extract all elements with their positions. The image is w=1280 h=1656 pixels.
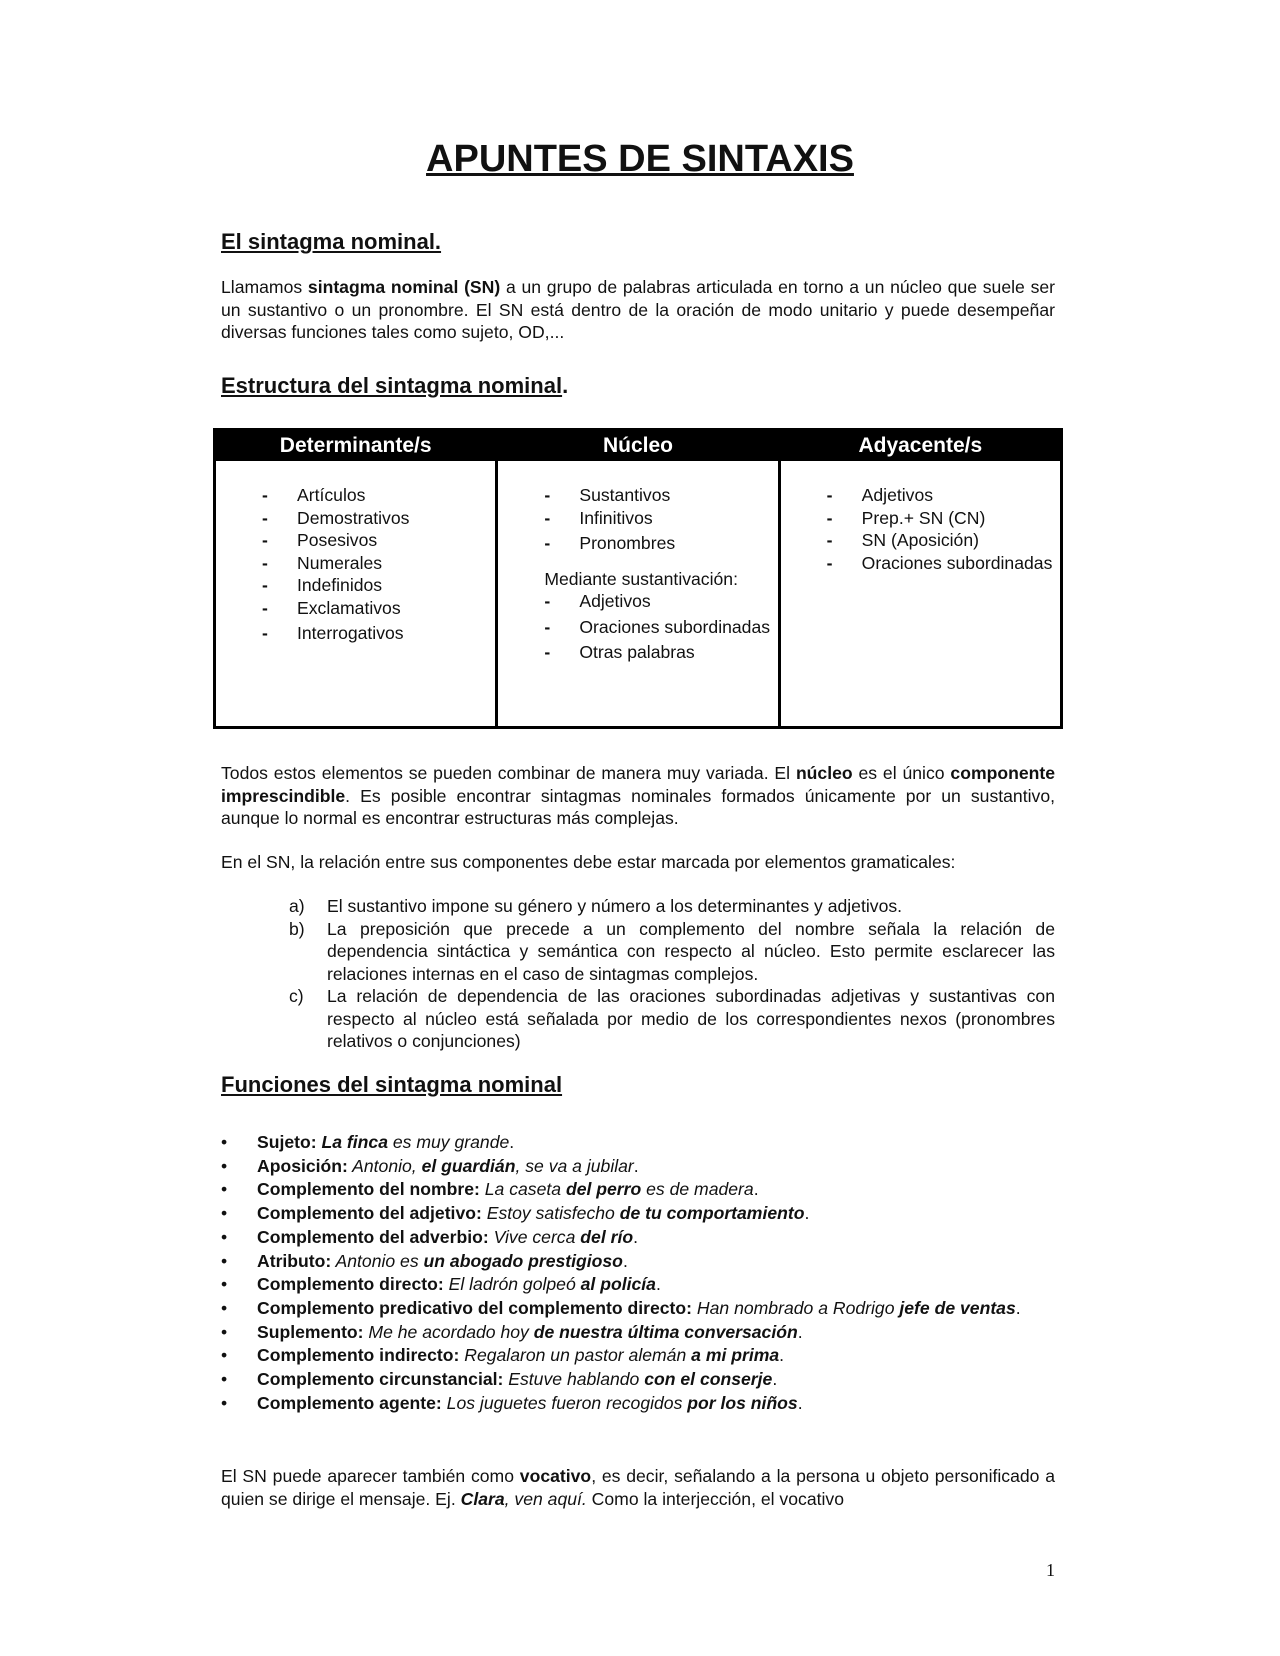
functions-list [221, 1131, 1055, 1415]
adyacentes-list [827, 484, 1060, 574]
list-item: • Complemento directo: El ladrón golpeó al policía. [221, 1274, 661, 1295]
list-item: • Complemento del adverbio: Vive cerca del río. [221, 1226, 638, 1247]
list-item: - Demostrativos [262, 507, 495, 530]
list-item: - Sustantivos [544, 484, 777, 507]
list-item: - Adjetivos [827, 484, 1060, 507]
relation-paragraph: En el SN, la relación entre sus componentes debe estar marcada por elementos gramaticales: [221, 852, 956, 872]
list-item: - Posesivos [262, 529, 495, 552]
list-item: • Complemento del nombre: La caseta del perro es de madera. [221, 1179, 759, 1200]
list-item: - Numerales [262, 552, 495, 575]
list-item: - SN (Aposición) [827, 529, 1060, 552]
list-item: - Exclamativos [262, 597, 495, 620]
list-item: - Prep.+ SN (CN) [827, 507, 1060, 530]
list-item: • Complemento agente: Los juguetes fueron recogidos por los niños. [221, 1392, 803, 1413]
determinantes-list [262, 484, 495, 645]
list-item: c) La relación de dependencia de las oraciones subordinadas adjetivas y sustantivas con respecto al núcleo está señalada por medio de los correspondientes nexos (pronombres relativos o conjunciones) [289, 986, 1055, 1051]
list-item: • Sujeto: La finca es muy grande. [221, 1132, 515, 1152]
sustantivacion-list [544, 590, 777, 664]
column-header: Núcleo [498, 431, 777, 461]
combine-paragraph: Todos estos elementos se pueden combinar de manera muy variada. El núcleo es el único componente imprescindible. Es posible encontrar sintagmas nominales formados únicamente por un sustantivo, aunque lo normal es encontrar estructuras más complejas. [221, 763, 1055, 828]
list-item: - Infinitivos [544, 507, 777, 530]
list-item: • Complemento del adjetivo: Estoy satisfecho de tu comportamiento. [221, 1203, 810, 1224]
list-item: • Complemento indirecto: Regalaron un pastor alemán a mi prima. [221, 1345, 785, 1366]
list-item: - Pronombres [544, 532, 777, 555]
structure-heading: Estructura del sintagma nominal. [221, 373, 569, 398]
list-item: - Artículos [262, 484, 495, 507]
list-item: - Otras palabras [544, 641, 777, 664]
list-item: • Suplemento: Me he acordado hoy de nuestra última conversación. [221, 1321, 803, 1342]
list-item: - Adjetivos [544, 590, 777, 613]
list-item: • Complemento predicativo del complemento directo: Han nombrado a Rodrigo jefe de ventas. [221, 1297, 1021, 1318]
column-determinantes [216, 431, 498, 726]
vocative-paragraph: El SN puede aparecer también como vocativo, es decir, señalando a la persona u objeto personificado a quien se dirige el mensaje. Ej. Clara, ven aquí. Como la interjección, el vocativo [221, 1466, 1055, 1509]
page-number: 1 [1046, 1560, 1055, 1580]
sustantivacion-label: Mediante sustantivación: [544, 568, 738, 589]
column-header: Determinante/s [216, 431, 495, 461]
list-item: - Oraciones subordinadas [544, 616, 777, 639]
list-item: - Oraciones subordinadas [827, 552, 1060, 575]
column-adyacentes [781, 431, 1060, 726]
list-item: - Indefinidos [262, 574, 495, 597]
intro-paragraph: Llamamos sintagma nominal (SN) a un grupo de palabras articulada en torno a un núcleo que suele ser un sustantivo o un pronombre. El SN está dentro de la oración de modo unitario y puede desempeñar diversas funciones tales como sujeto, OD,... [221, 277, 1056, 342]
functions-heading: Funciones del sintagma nominal [221, 1072, 563, 1097]
nucleo-list [544, 484, 777, 555]
list-item: • Complemento circunstancial: Estuve hablando con el conserje. [221, 1369, 778, 1390]
list-item: - Interrogativos [262, 622, 495, 645]
list-item: b) La preposición que precede a un complemento del nombre señala la relación de dependencia sintáctica y semántica con respecto al núcleo. Esto permite esclarecer las relaciones internas en el caso de sintagmas complejos. [289, 918, 1055, 984]
list-item: • Atributo: Antonio es un abogado prestigioso. [221, 1250, 628, 1271]
section-heading-sintagma-nominal: El sintagma nominal. [221, 229, 442, 254]
document-title: APUNTES DE SINTAXIS [426, 138, 854, 180]
column-header: Adyacente/s [781, 431, 1060, 461]
structure-table [213, 428, 1063, 729]
relations-list [289, 895, 1055, 1053]
column-nucleo [498, 431, 780, 726]
list-item: a) El sustantivo impone su género y número a los determinantes y adjetivos. [289, 896, 903, 916]
list-item: • Aposición: Antonio, el guardián, se va a jubilar. [221, 1155, 639, 1176]
